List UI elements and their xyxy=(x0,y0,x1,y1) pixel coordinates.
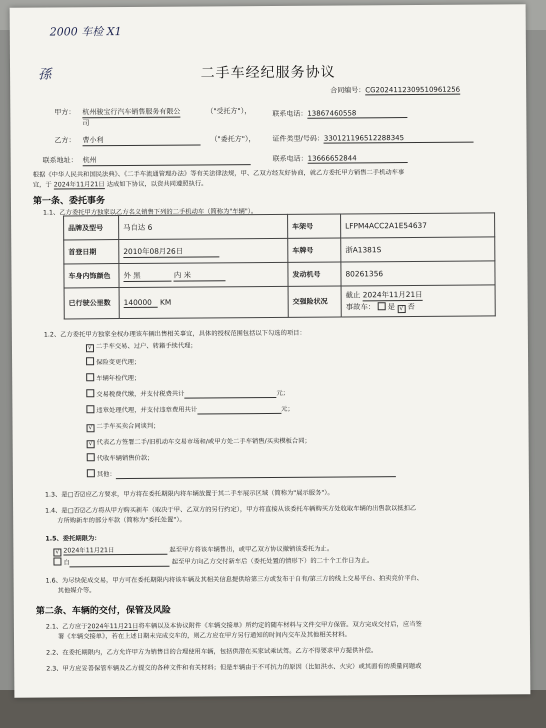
party-b-id xyxy=(272,133,473,144)
option-text: 违章处理代理，并支付违章费用共计 xyxy=(96,406,198,415)
preamble-line1: 根据《中华人民共和国民法典》、《二手车流通管理办法》等有关法律法规，甲、乙双方经友好协商，就乙方委托甲方销售二手机动车事 xyxy=(32,169,405,179)
clause-2-1-suffix: 将车辆以及本协议附件《车辆交接单》所约定的随车材料与文件交甲方保管。双方完成交付后，应当签 xyxy=(138,620,422,630)
option-sign-contract[interactable] xyxy=(87,436,311,449)
engine-label: 发动机号 xyxy=(288,262,341,286)
party-b-phone xyxy=(273,153,408,164)
option-negotiation[interactable] xyxy=(86,421,159,433)
clause-1-4-line2: 方所购新车的部分车款（简称为"委托处置"）。 xyxy=(57,516,186,525)
term-option-2-text: 起至甲方向乙方交付新车后（委托处置的情形下）的二十个工作日为止。 xyxy=(171,557,374,566)
option-tail: 元； xyxy=(276,389,290,397)
option-insurance[interactable] xyxy=(86,357,140,366)
plate-label: 车牌号 xyxy=(288,238,341,262)
option-checkbox[interactable]: √ xyxy=(87,440,95,448)
term-option-2-checkbox[interactable] xyxy=(53,557,61,565)
insurance-label: 交强险状况 xyxy=(288,286,341,317)
option-checkbox[interactable]: √ xyxy=(86,344,94,352)
option-inspection[interactable] xyxy=(86,373,140,382)
insurance-cell xyxy=(341,285,495,317)
preamble-prefix: 宜，于 xyxy=(32,181,52,189)
clause-2-3: 2.3、甲方应妥善保管车辆及乙方提交的各种文件和有关材料；但是车辆由于不可抗力的原因（比如洪水、火灾）或其面有的质量问题或 xyxy=(46,662,422,673)
option-checkbox[interactable] xyxy=(87,469,95,477)
brand-label: 品牌及型号 xyxy=(64,216,119,240)
party-b-name xyxy=(82,134,200,146)
clause-1-6-line1: 1.6、为尽快促成交易，甲方可在委托期限内将该车辆及其相关信息提供给第三方或发布于自有/第三方的线上交易平台、拍卖竞价平台、 xyxy=(45,574,423,585)
vehicle-table xyxy=(63,212,496,319)
party-a-role: （"受托方"）， xyxy=(206,107,252,116)
party-b-phone-value: 13666652844 xyxy=(308,154,408,164)
table-row xyxy=(64,237,495,264)
insurance-due-prefix: 截止 xyxy=(345,290,361,300)
handwritten-mark: 孫 xyxy=(38,67,52,83)
option-checkbox[interactable]: √ xyxy=(87,424,95,432)
accident-yes-label: 是 xyxy=(387,302,396,312)
party-b-id-value: 330121196512288345 xyxy=(324,134,474,144)
party-a-phone-label: 联系电话： xyxy=(272,109,308,118)
option-text: 代收车辆销售价款； xyxy=(96,454,154,463)
page-title: 二手车经纪服务协议 xyxy=(200,64,336,82)
option-other[interactable] xyxy=(87,467,396,479)
clause-1-2: 1.2、乙方委托甲方独家全权办理该车辆出售相关事宜，具体的授权范围包括以下勾选的项目： xyxy=(43,329,306,339)
preamble-suffix: 达成如下协议，以资共同遵照执行。 xyxy=(106,180,208,189)
option-checkbox[interactable] xyxy=(86,357,94,365)
table-row xyxy=(64,285,495,319)
party-a-phone xyxy=(272,108,407,119)
contract-paper xyxy=(10,4,531,698)
first-reg-value: 2010年08月26日 xyxy=(123,245,219,258)
party-a-name-line2: 司 xyxy=(82,119,90,128)
party-b-id-label: 证件类型/号码： xyxy=(272,134,324,143)
article-2-title: 第二条、车辆的交付，保管及风险 xyxy=(35,605,171,617)
int-color-value: 内 米 xyxy=(174,269,226,281)
contract-number xyxy=(330,85,460,96)
brand-value: 马自达 6 xyxy=(119,214,288,239)
color-cell xyxy=(119,262,288,287)
option-tail: 元； xyxy=(281,405,294,413)
clause-1-3: 1.3、是□否☑应乙方要求，甲方将在委托期限内将车辆放置于其二手车展示区域（简称为"展示服务"）。 xyxy=(44,489,334,499)
party-a-label: 甲方： xyxy=(54,108,76,117)
tax-amount-blank xyxy=(184,390,276,399)
option-tax[interactable] xyxy=(86,388,289,399)
preamble-line2 xyxy=(33,178,208,189)
option-transfer[interactable] xyxy=(86,341,197,353)
option-text: 二手车买卖合同谈判； xyxy=(96,422,160,431)
term-option-1-checkbox[interactable]: √ xyxy=(53,548,61,556)
table-row xyxy=(64,261,495,288)
first-reg-label: 首登日期 xyxy=(64,240,119,264)
clause-2-1-prefix: 2.1、乙方应于 xyxy=(45,623,88,631)
vin-label: 车架号 xyxy=(288,214,341,238)
mileage-label: 已行驶公里数 xyxy=(64,288,119,319)
party-a-phone-value: 13867460558 xyxy=(307,109,407,119)
party-a-name xyxy=(82,107,180,119)
option-collect-payment[interactable] xyxy=(87,453,154,462)
mileage-unit: KM xyxy=(159,297,172,307)
ext-color-value: 外 黑 xyxy=(123,269,171,281)
mileage-cell xyxy=(119,286,288,318)
clause-1-5-title: 1.5、委托期限为： xyxy=(45,535,101,543)
plate-value: 浙A1381S xyxy=(341,237,495,262)
accident-row xyxy=(346,300,491,313)
first-reg-cell xyxy=(119,238,288,263)
handwritten-note: 2000 车检 X1 xyxy=(49,25,122,39)
mileage-value: 140000 xyxy=(124,298,158,308)
address-label: 联系地址： xyxy=(42,156,78,165)
clause-2-2: 2.2、在委托期限内，乙方允许甲方为销售目的合理使用车辆，包括供潜在买家试乘试驾。乙方不得要求甲方提供补偿。 xyxy=(46,647,378,657)
term-option-2-prefix: 自 xyxy=(63,559,70,567)
option-text: 交易税费代缴，并支付税费共计 xyxy=(96,390,185,399)
preamble-date: 2024年11月21日 xyxy=(53,181,105,189)
party-a-name-line1: 杭州骏宝行汽车销售服务有限公 xyxy=(82,107,181,117)
option-text: 车辆年检代理； xyxy=(96,374,141,383)
clause-2-1-line2: 署《车辆交接单》，若在上述日期未完成交车的，则乙方应在甲方另行通知的时间内交车及其他相关材料。 xyxy=(57,631,351,641)
option-violation[interactable] xyxy=(86,404,293,415)
option-text: 保险变更代理； xyxy=(96,358,141,367)
option-text: 其他： xyxy=(96,471,116,479)
table-row xyxy=(64,213,495,240)
party-b-name-value: 曹小利 xyxy=(82,134,200,146)
accident-label: 事故车： xyxy=(345,302,376,312)
delivery-date: 2024年11月21日 xyxy=(87,622,139,631)
address xyxy=(83,154,251,166)
option-checkbox[interactable] xyxy=(86,405,94,413)
party-b-label: 乙方： xyxy=(54,136,76,145)
clause-1-4-line1: 1.4、是□否☑乙方将从甲方购买新车（取决于甲、乙双方的另行约定），甲方将直接从该委托车辆购买方处收取车辆的出售款以抵扣乙 xyxy=(45,504,417,515)
accident-no-label: 否 xyxy=(407,301,415,312)
other-blank xyxy=(116,469,396,479)
option-text: 二手车交易、过户、转籍手续代理； xyxy=(95,342,197,351)
insurance-due-value: 2024年11月21日 xyxy=(362,289,423,300)
term-option-2[interactable] xyxy=(53,555,373,567)
accident-no-checkbox[interactable]: √ xyxy=(397,305,405,313)
option-checkbox[interactable] xyxy=(86,373,94,381)
engine-value: 80261356 xyxy=(341,261,495,286)
vin-value: LFPM4ACC2A1E54637 xyxy=(341,213,495,238)
term-option-2-blank xyxy=(70,559,170,568)
term-option-1[interactable] xyxy=(53,544,333,557)
option-text: 代表乙方签署二手/旧机动车交易市场和/或甲方处二手车销售/买卖模板合同； xyxy=(96,437,311,447)
option-checkbox[interactable] xyxy=(87,453,95,461)
option-checkbox[interactable] xyxy=(86,389,94,397)
party-b-role: （"委托方"）， xyxy=(210,135,256,144)
contract-number-value: CG2024112309510961256 xyxy=(365,85,461,95)
clause-1-6-line2: 其他媒介等。 xyxy=(57,587,96,595)
accident-yes-checkbox[interactable] xyxy=(378,302,386,310)
address-value: 杭州 xyxy=(83,154,251,166)
term-start-date: 2024年11月21日 xyxy=(63,545,167,556)
insurance-due xyxy=(346,288,491,301)
party-b-phone-label: 联系电话： xyxy=(272,154,308,163)
contract-number-label: 合同编号： xyxy=(330,86,366,95)
article-1-title: 第一条、委托事务 xyxy=(32,196,106,207)
term-option-1-text: 起至甲方将该车辆售出，或甲乙双方协议撤销该委托为止。 xyxy=(169,545,334,554)
violation-amount-blank xyxy=(197,406,281,415)
clause-1-1: 1.1、乙方委托甲方独家以乙方名义销售下列的二手机动车（简称为"车辆"）。 xyxy=(43,208,258,217)
color-label: 车身内饰颜色 xyxy=(64,264,119,288)
